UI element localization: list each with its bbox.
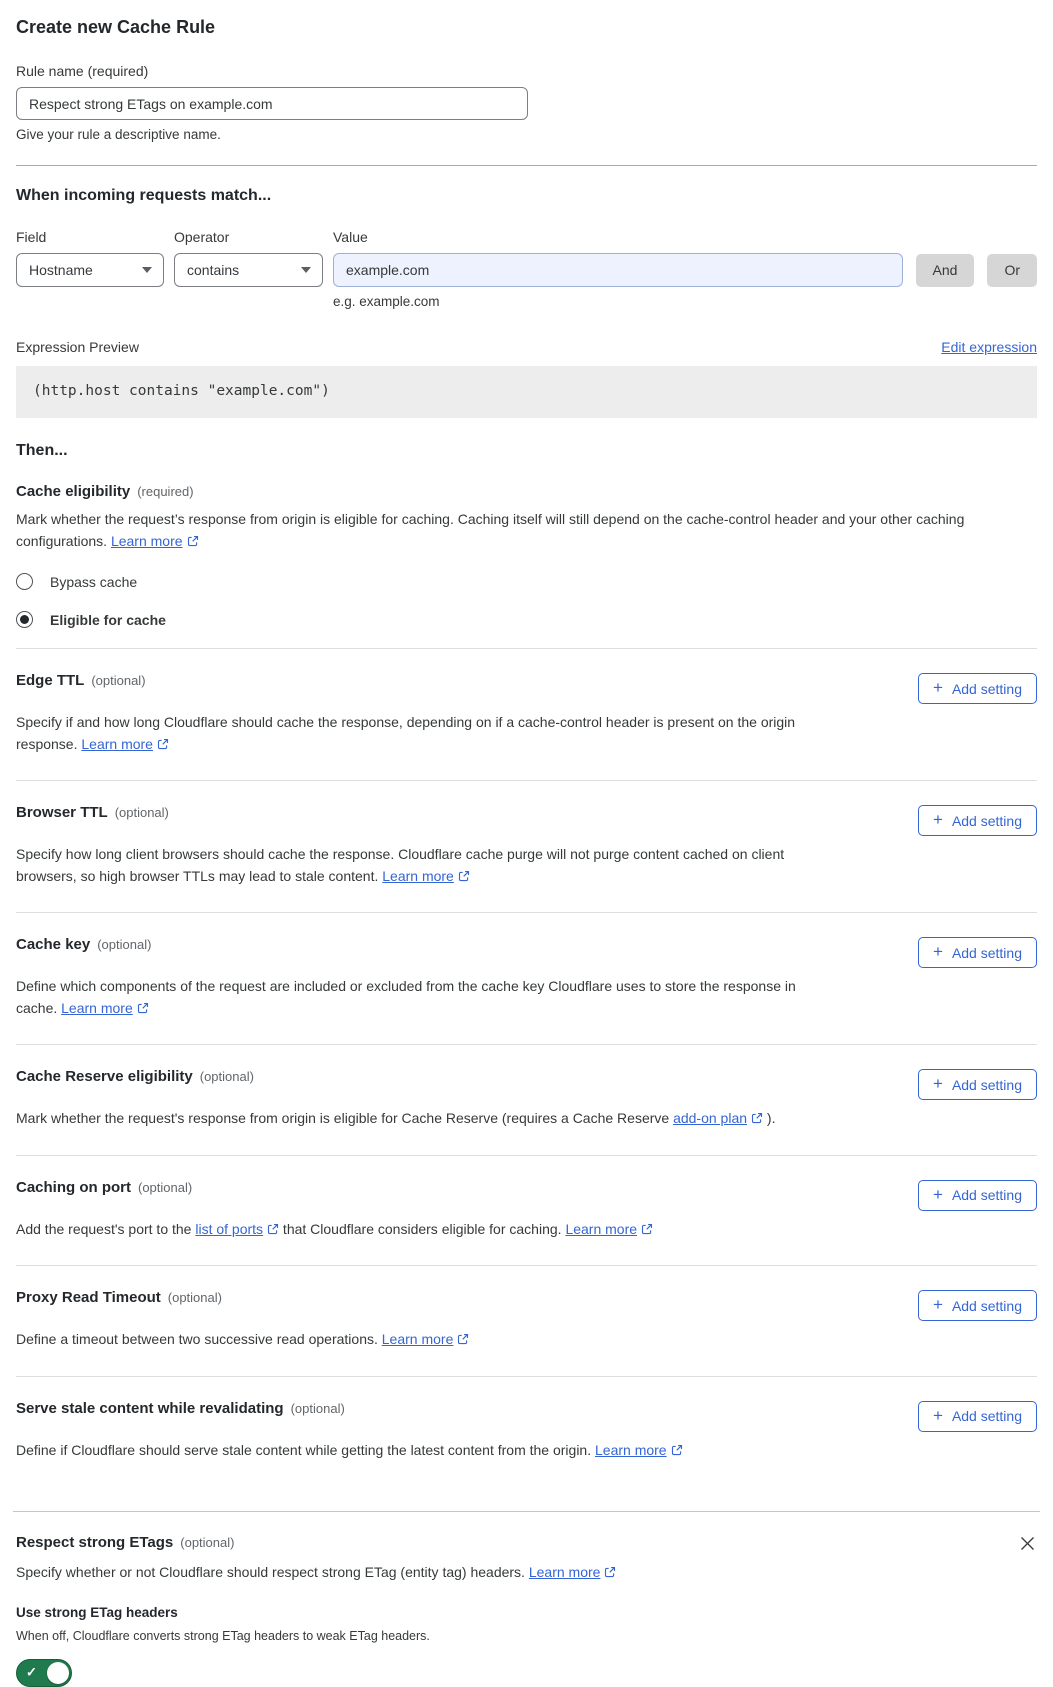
operator-select[interactable]	[174, 253, 323, 287]
etags-description: Specify whether or not Cloudflare should respect strong ETag (entity tag) headers. Learn more	[16, 1562, 1028, 1584]
add-setting-label: Add setting	[951, 1408, 1022, 1424]
setting-title: Proxy Read Timeout	[16, 1289, 161, 1306]
and-button[interactable]: And	[916, 254, 975, 287]
operator-label: Operator	[174, 229, 230, 245]
optional-badge: (optional)	[180, 1535, 235, 1550]
external-link-icon	[671, 1444, 683, 1456]
external-link-icon	[267, 1223, 279, 1235]
then-heading: Then...	[16, 442, 68, 459]
etags-sub-title: Use strong ETag headers	[16, 1604, 178, 1620]
radio-icon[interactable]	[16, 573, 33, 590]
radio-bypass-cache[interactable]	[16, 573, 1037, 590]
optional-settings-list	[16, 648, 1037, 1486]
setting-title: Cache key	[16, 936, 91, 953]
plus-icon: +	[933, 678, 943, 697]
optional-setting-block	[16, 1044, 1037, 1155]
external-link-icon	[641, 1223, 653, 1235]
or-button[interactable]: Or	[987, 254, 1037, 287]
setting-title: Browser TTL	[16, 804, 108, 821]
setting-description: Add the request's port to the list of ports that Cloudflare considers eligible for caching. Learn more	[16, 1219, 831, 1241]
section-divider	[16, 165, 1037, 166]
plus-icon: +	[933, 1405, 943, 1425]
setting-title: Serve stale content while revalidating	[16, 1399, 284, 1417]
toggle-knob	[47, 1662, 69, 1684]
rule-name-label: Rule name (required)	[16, 63, 149, 79]
optional-badge: (optional)	[91, 673, 146, 688]
operator-select-value: contains	[187, 262, 240, 278]
setting-heading	[16, 1179, 192, 1196]
radio-label: Bypass cache	[50, 573, 138, 590]
cache-eligibility-description: Mark whether the request’s response from origin is eligible for caching. Caching itself will still depend on the cache-control header and your other caching configurations. Learn more	[16, 511, 965, 549]
add-setting-label: Add setting	[951, 1297, 1022, 1314]
value-input[interactable]	[333, 253, 903, 287]
add-setting-button[interactable]	[918, 805, 1037, 836]
setting-description: Specify how long client browsers should cache the response. Cloudflare cache purge will not purge content cached on client browsers, so high browser TTLs may lead to stale content. Learn more	[16, 846, 785, 884]
inline-link[interactable]: Learn more	[382, 867, 454, 884]
inline-link[interactable]: Learn more	[81, 735, 153, 752]
optional-badge: (optional)	[290, 1400, 345, 1416]
plus-icon: +	[933, 942, 943, 961]
external-link-icon	[137, 1002, 149, 1014]
respect-strong-etags-section	[0, 1512, 1053, 1687]
setting-title: Caching on port	[16, 1178, 131, 1196]
edit-expression-link[interactable]: Edit expression	[941, 339, 1037, 355]
etags-heading	[16, 1534, 234, 1551]
chevron-down-icon	[142, 267, 152, 273]
etags-title: Respect strong ETags	[16, 1534, 174, 1551]
optional-badge: (optional)	[199, 1069, 254, 1084]
rule-name-input[interactable]	[16, 87, 528, 120]
expression-code: (http.host contains "example.com")	[16, 366, 1037, 418]
add-setting-label: Add setting	[951, 812, 1022, 829]
plus-icon: +	[933, 1074, 943, 1093]
setting-description: Define a timeout between two successive read operations. Learn more	[16, 1329, 831, 1351]
setting-description: Specify if and how long Cloudflare should cache the response, depending on if a cache-control header is present on the origin response. Learn more	[16, 714, 796, 752]
add-setting-button[interactable]	[918, 673, 1037, 704]
cache-eligibility-heading	[16, 483, 1037, 500]
strong-etag-toggle[interactable]	[16, 1659, 72, 1687]
close-icon[interactable]	[1018, 1534, 1037, 1553]
setting-description: Define which components of the request are included or excluded from the cache key Cloudflare uses to store the response in cache. Learn more	[16, 978, 796, 1016]
optional-setting-block	[16, 1155, 1037, 1266]
optional-badge: (optional)	[167, 1290, 222, 1305]
optional-setting-block	[16, 912, 1037, 1044]
inline-link[interactable]: Learn more	[528, 1564, 601, 1580]
add-setting-label: Add setting	[951, 1076, 1022, 1093]
inline-link[interactable]: Learn more	[110, 532, 183, 549]
external-link-icon	[187, 535, 199, 547]
optional-setting-block	[16, 1265, 1037, 1376]
add-setting-button[interactable]	[918, 1290, 1037, 1321]
setting-title: Edge TTL	[16, 672, 85, 689]
add-setting-button[interactable]	[918, 1069, 1037, 1100]
add-setting-label: Add setting	[951, 944, 1022, 961]
setting-description: Mark whether the request's response from origin is eligible for Cache Reserve (requires a Cache Reserve add-on plan ).	[16, 1110, 776, 1126]
field-select-value: Hostname	[29, 262, 93, 278]
optional-setting-block	[16, 1376, 1037, 1487]
add-setting-label: Add setting	[951, 680, 1022, 697]
value-hint: e.g. example.com	[333, 294, 440, 309]
external-link-icon	[604, 1566, 616, 1578]
required-badge: (required)	[137, 484, 194, 499]
inline-link[interactable]: list of ports	[195, 1220, 264, 1237]
condition-labels	[16, 229, 1037, 245]
optional-setting-block	[16, 780, 1037, 912]
field-select[interactable]	[16, 253, 164, 287]
external-link-icon	[457, 1333, 469, 1345]
setting-heading	[16, 1289, 222, 1306]
condition-row	[16, 253, 1037, 287]
expression-preview-label: Expression Preview	[16, 339, 139, 355]
inline-link[interactable]: Learn more	[565, 1220, 638, 1237]
external-link-icon	[458, 870, 470, 882]
setting-heading	[16, 936, 151, 953]
check-icon: ✓	[26, 1664, 37, 1680]
field-label: Field	[16, 229, 47, 245]
inline-link[interactable]: add-on plan	[673, 1110, 748, 1126]
radio-eligible-for-cache[interactable]	[16, 611, 1037, 628]
optional-badge: (optional)	[97, 937, 152, 952]
plus-icon: +	[933, 810, 943, 829]
page-title: Create new Cache Rule	[16, 17, 216, 37]
setting-heading	[16, 1400, 345, 1417]
optional-setting-block	[16, 648, 1037, 780]
etags-sub-note: When off, Cloudflare converts strong ETag headers to weak ETag headers.	[16, 1628, 430, 1643]
add-setting-button[interactable]	[918, 1180, 1037, 1211]
inline-link[interactable]: Learn more	[595, 1441, 667, 1458]
optional-badge: (optional)	[114, 805, 169, 820]
plus-icon: +	[933, 1184, 943, 1204]
external-link-icon	[751, 1112, 763, 1124]
match-heading: When incoming requests match...	[16, 187, 272, 204]
inline-link[interactable]: Learn more	[381, 1331, 454, 1347]
plus-icon: +	[933, 1295, 943, 1314]
value-label: Value	[333, 229, 368, 245]
external-link-icon	[157, 738, 169, 750]
chevron-down-icon	[301, 267, 311, 273]
setting-description: Define if Cloudflare should serve stale content while getting the latest content from the origin. Learn more	[16, 1440, 831, 1462]
radio-icon[interactable]	[16, 611, 33, 628]
radio-label: Eligible for cache	[50, 611, 166, 628]
optional-badge: (optional)	[138, 1179, 193, 1195]
setting-title: Cache Reserve eligibility	[16, 1068, 193, 1085]
add-setting-button[interactable]	[918, 1401, 1037, 1432]
setting-heading	[16, 804, 169, 821]
add-setting-label: Add setting	[951, 1187, 1022, 1203]
add-setting-button[interactable]	[918, 937, 1037, 968]
inline-link[interactable]: Learn more	[61, 999, 133, 1016]
setting-heading	[16, 672, 146, 689]
setting-heading	[16, 1068, 254, 1085]
rule-name-help: Give your rule a descriptive name.	[16, 127, 221, 142]
cache-eligibility-title: Cache eligibility	[16, 483, 131, 500]
